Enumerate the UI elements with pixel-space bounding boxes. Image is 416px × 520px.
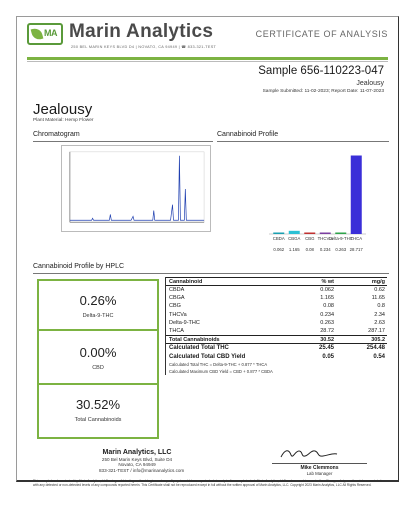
signature-line xyxy=(272,463,367,464)
sample-id: Sample 656-110223-047 xyxy=(258,65,384,77)
signature-stroke xyxy=(281,451,337,457)
total-cannabinoids-value: 30.52% xyxy=(75,397,121,412)
company-logo xyxy=(27,23,63,45)
calc-thc-label: Calculated Total THC xyxy=(169,345,229,352)
row-pct: 0.263 xyxy=(320,319,334,326)
row-pct: 0.234 xyxy=(320,311,334,318)
row-pct: 28.72 xyxy=(320,327,334,334)
document-title: CERTIFICATE OF ANALYSIS xyxy=(255,29,388,39)
table-row xyxy=(166,302,387,310)
row-mg: 11.65 xyxy=(371,295,385,302)
calc-thc-mg: 254.48 xyxy=(366,345,385,352)
profile-value-label: 1.165 xyxy=(288,247,300,252)
logo-lettering: MA xyxy=(44,28,57,38)
row-name: CBDA xyxy=(169,287,185,293)
calc-thc-pct: 25.45 xyxy=(318,345,334,352)
signer-name: Mike Clemmons xyxy=(300,465,339,471)
calc-cbd-mg: 0.54 xyxy=(373,353,385,360)
row-pct: 1.165 xyxy=(320,295,334,302)
delta9-thc-value: 0.26% xyxy=(79,293,117,308)
delta9-thc-label: Delta-9-THC xyxy=(82,313,114,319)
signature-image xyxy=(279,445,339,461)
row-name: THCA xyxy=(169,327,184,334)
cannabinoid-table xyxy=(165,277,387,375)
profile-bar xyxy=(273,233,284,235)
delta9-thc-box xyxy=(37,279,159,335)
profile-bar xyxy=(320,233,331,235)
profile-category-label: THCA xyxy=(350,236,363,241)
total-label: Total Cannabinoids xyxy=(169,337,220,344)
row-name: Delta-9-THC xyxy=(169,319,200,326)
table-row xyxy=(166,327,387,335)
table-row xyxy=(166,319,387,327)
formula-cbd-text: Calculated Maximum CBD Yield = CBD + 0.877 * CBDA xyxy=(169,369,273,375)
total-row xyxy=(166,335,387,344)
cannabinoid-profile-chart xyxy=(237,148,397,258)
total-mg: 305.2 xyxy=(371,337,385,344)
strain-name: Jealousy xyxy=(33,101,93,118)
brand-name: Marin Analytics xyxy=(69,21,214,42)
header-cannabinoid: Cannabinoid xyxy=(169,279,203,285)
calc-thc-row xyxy=(166,344,387,353)
chromatogram-plot xyxy=(61,145,211,232)
hplc-label: Cannabinoid Profile by HPLC xyxy=(33,263,125,270)
chromatogram-trace xyxy=(70,156,204,220)
table-row xyxy=(166,311,387,319)
profile-value-label: 28.717 xyxy=(349,247,363,252)
footer-address-1: 250 Bel Marin Keys Blvd, Suite D4 xyxy=(101,457,173,462)
sample-dates: Sample Submitted: 11-02-2023; Report Date: 11-07-2023 xyxy=(262,89,384,94)
formula-thc xyxy=(166,361,387,368)
profile-rule xyxy=(217,141,389,142)
chromatogram-label: Chromatogram xyxy=(33,131,80,138)
profile-category-label: CBG xyxy=(305,236,315,241)
signer-title: Lab Manager xyxy=(306,471,333,476)
formula-cbd xyxy=(166,368,387,375)
profile-category-label: Delta-9-THC xyxy=(328,236,353,241)
plant-material: Plant Material: Hemp Flower xyxy=(33,118,94,123)
header-divider-thin xyxy=(27,61,388,62)
footer-address-2: Novato, CA 94949 xyxy=(118,462,156,467)
row-mg: 0.62 xyxy=(374,287,385,293)
total-cannabinoids-label: Total Cannabinoids xyxy=(74,417,122,423)
brand-address: 250 BEL MARIN KEYS BLVD D4 | NOVATO, CA 94949 | ☎ 833-321-TEST xyxy=(71,45,217,49)
cbd-label: CBD xyxy=(92,365,104,371)
header-divider xyxy=(27,57,388,60)
sample-name: Jealousy xyxy=(356,80,384,87)
profile-category-label: CBGA xyxy=(288,236,301,241)
table-header-row xyxy=(166,277,387,286)
table-row xyxy=(166,286,387,294)
chromatogram-rule xyxy=(33,141,213,142)
calc-cbd-pct: 0.05 xyxy=(322,353,334,360)
profile-value-label: 0.234 xyxy=(319,247,331,252)
row-mg: 2.34 xyxy=(374,311,385,318)
header-pct-wt: % wt xyxy=(321,279,334,285)
row-name: CBGA xyxy=(169,295,185,302)
cbd-value: 0.00% xyxy=(79,345,117,360)
profile-svg xyxy=(237,148,397,258)
calc-cbd-row xyxy=(166,353,387,362)
profile-value-label: 0.263 xyxy=(335,247,347,252)
row-mg: 2.63 xyxy=(374,319,385,326)
row-name: CBG xyxy=(169,303,181,310)
total-pct: 30.52 xyxy=(320,337,334,344)
profile-bar xyxy=(289,231,300,234)
calc-cbd-label: Calculated Total CBD Yield xyxy=(169,353,246,360)
profile-category-label: CBDA xyxy=(272,236,285,241)
profile-value-label: 0.062 xyxy=(273,247,285,252)
profile-category-label: THCV a xyxy=(317,236,333,241)
disclaimer-text: This sample has been tested by Marin Analytics, LLC using valid testing methodologies and a quality system. Values reported relate only to the sample tested. Marin Analytics, LLC makes no claims as to the efficacy, safety, or other risks associated with any detected or non-detected levels of any compounds reported herein. This Certificate shall not be reproduced except in full without the written approval of Marin Analytics, LLC. Copyright 2023 Marin Analytics, LLC All Rights Reserved. xyxy=(33,479,382,488)
chromatogram-svg xyxy=(62,146,210,231)
leaf-icon xyxy=(31,27,44,41)
cbd-box xyxy=(37,329,159,389)
formula-thc-text: Calculated Total THC = Delta-9-THC + 0.877 * THCA xyxy=(169,362,268,368)
row-mg: 287.17 xyxy=(368,327,385,334)
chromatogram-frame xyxy=(70,152,204,222)
profile-bar xyxy=(335,233,346,235)
coa-document xyxy=(16,16,399,488)
profile-bar xyxy=(304,233,315,235)
row-pct: 0.062 xyxy=(320,287,334,293)
profile-label: Cannabinoid Profile xyxy=(217,131,279,138)
total-cannabinoids-box xyxy=(37,383,159,439)
profile-bar xyxy=(351,156,362,234)
table-row xyxy=(166,294,387,302)
footer-company: Marin Analytics, LLC xyxy=(102,449,172,456)
document-header xyxy=(17,17,398,57)
row-name: THCVa xyxy=(169,311,187,318)
footer-contact: 833-321-TEST / info@marinanalytics.com xyxy=(99,468,185,473)
row-pct: 0.08 xyxy=(323,303,334,310)
profile-value-label: 0.08 xyxy=(305,247,314,252)
header-mg-g: mg/g xyxy=(371,279,385,285)
row-mg: 0.8 xyxy=(377,303,385,310)
hplc-rule xyxy=(33,273,389,274)
